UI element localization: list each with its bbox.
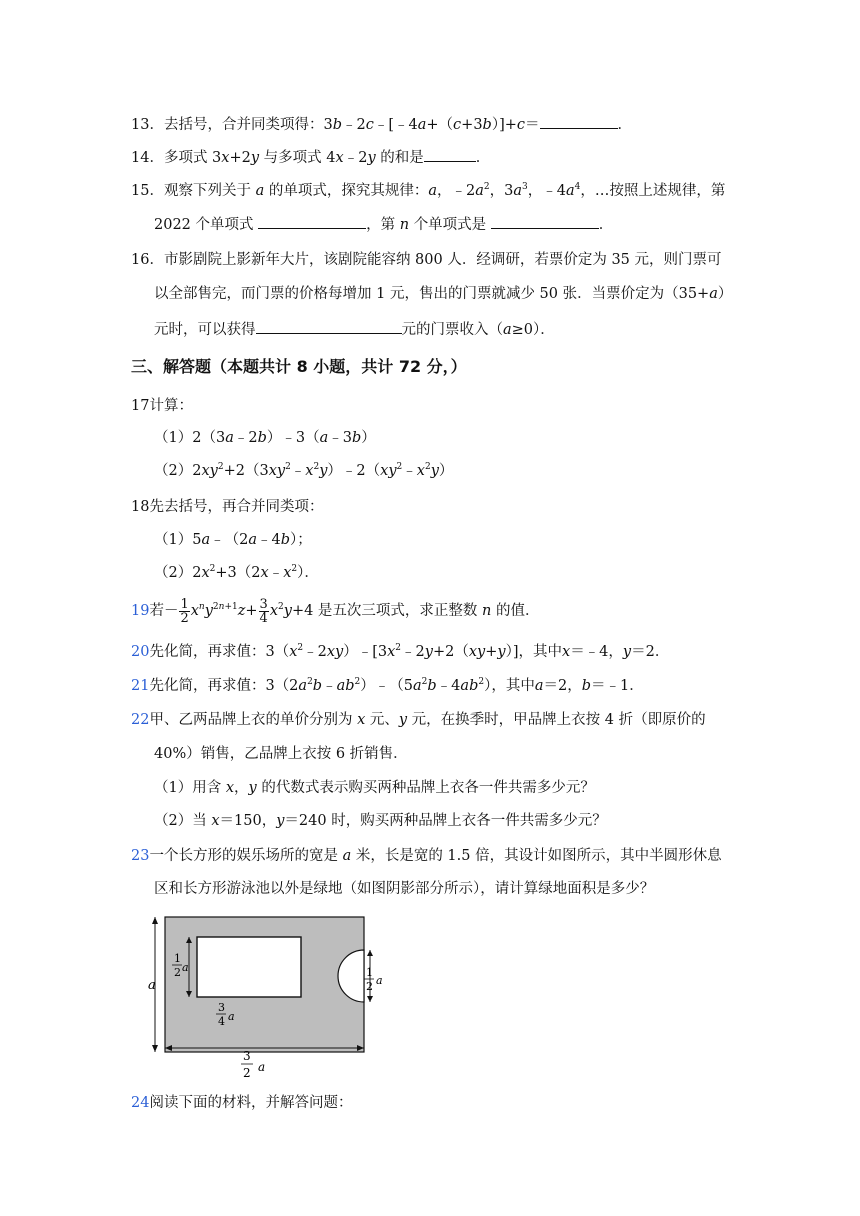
question-18-part2: $(2)2x^2+3(2x﹣x^2)$． — [154, 564, 319, 581]
question-16-line3: 元时，可以获得 元的门票收入（a≥0）． — [154, 318, 555, 340]
label-three-den: 4 — [218, 1015, 225, 1028]
label-half-den: 2 — [174, 966, 181, 979]
label-half-den: 2 — [366, 980, 373, 993]
answer-blank[interactable] — [258, 213, 366, 229]
label-half-num: 1 — [366, 966, 373, 979]
label-bottom-den: 2 — [243, 1066, 251, 1080]
question-22: 22甲、乙两品牌上衣的单价分别为 x 元、y 元，在换季时，甲品牌上衣按 4 折（即原价的 — [131, 712, 706, 728]
fraction: $\frac{3}{4}$ — [259, 596, 268, 626]
answer-blank[interactable] — [256, 318, 402, 334]
question-22-line2: 40%）销售，乙品牌上衣按 6 折销售． — [154, 746, 408, 762]
label-three-num: 3 — [218, 1001, 225, 1014]
question-15: 15．观察下列关于 a 的单项式，探究其规律：a，$﹣2a^2$，$3a^3$，$﹣4a^4$，…按照上述规律，第 — [131, 182, 726, 199]
answer-blank[interactable] — [424, 146, 476, 162]
question-16-line2: 以全部售完，而门票的价格每增加 1 元，售出的门票就减少 50 张．当票价定为（35+a） — [154, 286, 733, 302]
question-15-line2: 2022 个单项式 ，第 n 个单项式是 ． — [154, 213, 613, 235]
question-19: 19若－ $\frac{1}{2}$ $x^ny^{2n+1}z+$ $\frac{3}{4}$ $x^2y+4$ 是五次三项式，求正整数 n 的值． — [131, 596, 540, 626]
question-17: 17计算： — [131, 398, 193, 414]
answer-blank[interactable] — [540, 113, 618, 129]
section-heading: 三、解答题（本题共计 8 小题，共计 72 分，） — [131, 357, 467, 376]
label-a: a — [228, 1010, 235, 1023]
swimming-pool — [197, 937, 301, 997]
label-half-num: 1 — [174, 952, 181, 965]
question-14: 14．多项式 3x+2y 与多项式 4x﹣2y 的和是 ． — [131, 146, 490, 168]
question-20: 20先化简，再求值：$3(x^2﹣2xy)﹣[3x^2﹣2y+2(xy+y)]$，其中x＝﹣4，y＝2． — [131, 643, 670, 660]
question-24: 24阅读下面的材料，并解答问题： — [131, 1095, 353, 1111]
question-21: 21先化简，再求值：$3(2a^2b﹣ab^2)﹣(5a^2b﹣4ab^2)$，其中a＝2，b＝﹣1． — [131, 677, 644, 694]
answer-blank[interactable] — [491, 213, 599, 229]
question-23-line2: 区和长方形游泳池以外是绿地（如图阴影部分所示），请计算绿地面积是多少？ — [154, 881, 655, 897]
fraction: $\frac{1}{2}$ — [180, 596, 189, 626]
recreation-area-diagram — [144, 910, 394, 1082]
question-22-part2: （2）当 x＝150，y＝240 时，购买两种品牌上衣各一件共需多少元？ — [154, 813, 607, 829]
label-a: a — [182, 961, 189, 974]
question-17-part1: （1）2（3a﹣2b）﹣3（a﹣3b） — [154, 430, 376, 446]
question-23: 23一个长方形的娱乐场所的宽是 a 米，长是宽的 1.5 倍，其设计如图所示，其中半圆形休息 — [131, 848, 722, 864]
question-18-part1: （1）5a﹣（2a﹣4b）； — [154, 532, 312, 548]
question-13: 13．去括号，合并同类项得：3b﹣2c﹣[﹣4a+（c+3b）]+c＝ ． — [131, 113, 632, 135]
question-18: 18先去括号，再合并同类项： — [131, 499, 324, 515]
question-17-part2: $(2)2xy^2+2(3xy^2﹣x^2y)﹣2(xy^2﹣x^2y)$ — [154, 462, 454, 479]
label-bottom-num: 3 — [243, 1049, 251, 1063]
question-16: 16．市影剧院上影新年大片，该剧院能容纳 800 人．经调研，若票价定为 35 元，则门票可 — [131, 252, 722, 268]
label-a: a — [148, 978, 156, 993]
label-a: a — [258, 1060, 266, 1074]
label-a: a — [376, 974, 383, 987]
question-22-part1: （1）用含 x，y 的代数式表示购买两种品牌上衣各一件共需多少元？ — [154, 780, 595, 796]
